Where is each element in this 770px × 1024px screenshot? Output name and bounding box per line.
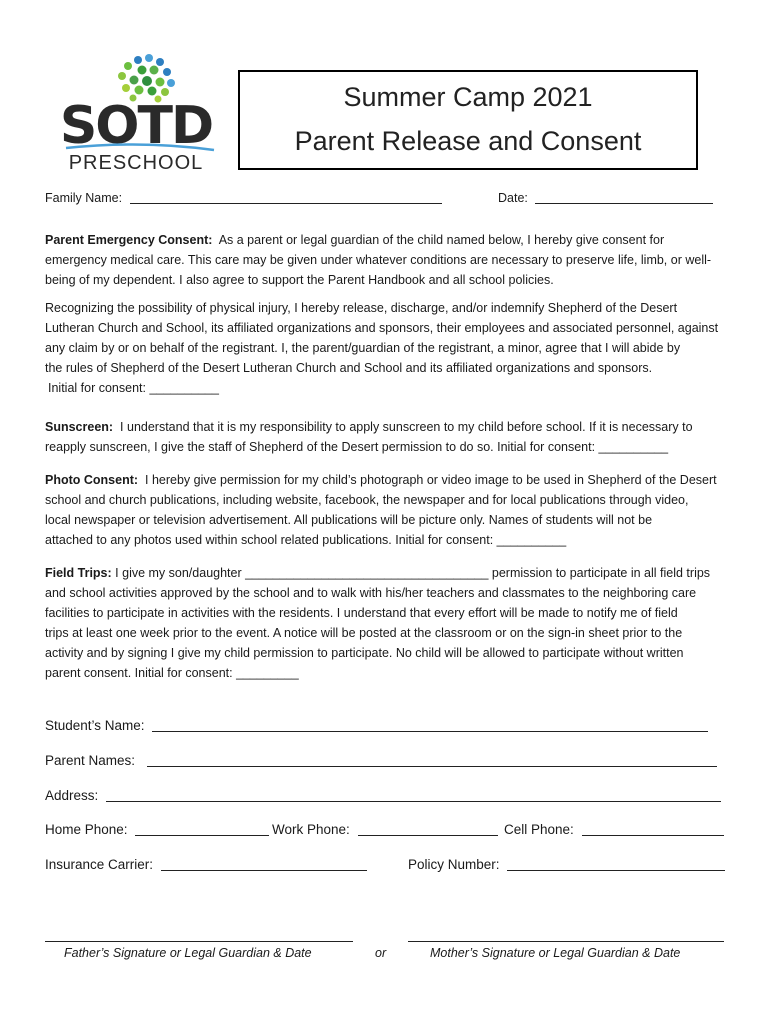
date-label: Date:: [498, 191, 528, 205]
photo-line-4[interactable]: attached to any photos used within school related publications. Initial for consent: __________: [45, 533, 567, 547]
field-trips-line-5: activity and by signing I give my child permission to participate. No child will be allowed to participate without written: [45, 646, 684, 660]
insurance-row: [45, 855, 367, 875]
photo-consent-paragraph: [45, 470, 735, 550]
release-line-4: the rules of Shepherd of the Desert Lutheran Church and School and its affiliated organizations and sponsors.: [45, 361, 653, 375]
address-input[interactable]: [106, 787, 721, 802]
emergency-line-1: As a parent or legal guardian of the child named below, I hereby give consent for: [218, 233, 665, 247]
emergency-heading: Parent Emergency Consent:: [45, 233, 213, 247]
cell-phone-input[interactable]: [582, 821, 724, 836]
policy-input[interactable]: [507, 856, 725, 871]
emergency-consent-paragraph: [45, 230, 735, 290]
student-name-row: [45, 716, 708, 736]
release-paragraph: [45, 298, 735, 398]
emergency-line-3: being of my dependent. I also agree to support the Parent Handbook and all school policies.: [45, 273, 554, 287]
photo-line-1: I hereby give permission for my child’s photograph or video image to be used in Shepherd of the Desert: [145, 473, 717, 487]
field-trips-heading: Field Trips:: [45, 566, 112, 580]
work-phone-row: [272, 820, 498, 840]
field-trips-line-6[interactable]: parent consent. Initial for consent: _________: [45, 666, 299, 680]
release-line-3: any claim by or on behalf of the registrant. I, the parent/guardian of the registrant, a minor, agree that I will abide by: [45, 341, 681, 355]
parent-names-input[interactable]: [147, 752, 717, 767]
field-trips-paragraph: [45, 563, 735, 683]
parent-names-label: Parent Names:: [45, 753, 136, 768]
photo-heading: Photo Consent:: [45, 473, 139, 487]
sunscreen-paragraph: [45, 417, 735, 457]
date-row: [498, 188, 713, 208]
release-line-1: Recognizing the possibility of physical injury, I hereby release, discharge, and/or indemnify Shepherd of the Desert: [45, 301, 678, 315]
release-initial[interactable]: Initial for consent: __________: [48, 381, 219, 395]
home-phone-input[interactable]: [135, 821, 269, 836]
sunscreen-heading: Sunscreen:: [45, 420, 114, 434]
home-phone-row: [45, 820, 269, 840]
field-trips-line-3: facilities to participate in activities with the residents. I understand that every effort will be made to notify me of field: [45, 606, 678, 620]
policy-row: [408, 855, 725, 875]
insurance-input[interactable]: [161, 856, 367, 871]
field-trips-line-1[interactable]: I give my son/daughter ___________________________________ permission to participate in all field trips: [115, 566, 711, 580]
release-line-2: Lutheran Church and School, its affiliated organizations and sponsors, their employees and associated personnel, against: [45, 321, 719, 335]
date-input[interactable]: [535, 189, 713, 204]
sotd-preschool-logo: [52, 50, 222, 178]
title-line-2: Parent Release and Consent: [294, 126, 642, 156]
student-name-input[interactable]: [152, 717, 708, 732]
address-label: Address:: [45, 788, 99, 803]
father-signature-line[interactable]: [45, 941, 353, 942]
cell-phone-label: Cell Phone:: [504, 822, 574, 837]
policy-label: Policy Number:: [408, 857, 500, 872]
photo-line-3: local newspaper or television advertisement. All publications will be picture only. Names of students will not be: [45, 513, 653, 527]
insurance-label: Insurance Carrier:: [45, 857, 154, 872]
cell-phone-row: [504, 820, 724, 840]
parent-names-row: [45, 751, 717, 771]
photo-line-2: school and church publications, including website, facebook, the newspaper and for local publications through video,: [45, 493, 689, 507]
address-row: [45, 786, 721, 806]
work-phone-input[interactable]: [358, 821, 498, 836]
sunscreen-line-1: I understand that it is my responsibility to apply sunscreen to my child before school. If it is necessary to: [120, 420, 693, 434]
field-trips-line-4: trips at least one week prior to the event. A notice will be posted at the classroom or on the sign-in sheet prior to the: [45, 626, 683, 640]
student-name-label: Student’s Name:: [45, 718, 145, 733]
emergency-line-2: emergency medical care. This care may be given under whatever conditions are necessary to preserve life, limb, or well-: [45, 253, 712, 267]
home-phone-label: Home Phone:: [45, 822, 128, 837]
title-box: [238, 70, 698, 170]
mother-signature-line[interactable]: [408, 941, 724, 942]
father-signature-caption: Father’s Signature or Legal Guardian & Date: [64, 946, 312, 960]
mother-signature-caption: Mother’s Signature or Legal Guardian & Date: [430, 946, 681, 960]
family-name-input[interactable]: [130, 189, 442, 204]
logo-text: SOTD: [59, 96, 213, 156]
logo-subtext: PRESCHOOL: [68, 152, 204, 174]
work-phone-label: Work Phone:: [272, 822, 350, 837]
family-name-row: [45, 188, 442, 208]
or-caption: or: [375, 946, 387, 960]
field-trips-line-2: and school activities approved by the school and to walk with his/her teachers and classmates to the neighboring care: [45, 586, 697, 600]
family-name-label: Family Name:: [45, 191, 123, 205]
title-line-1: Summer Camp 2021: [343, 82, 593, 112]
sunscreen-line-2[interactable]: reapply sunscreen, I give the staff of Shepherd of the Desert permission to do so. Initial for consent: __________: [45, 440, 669, 454]
